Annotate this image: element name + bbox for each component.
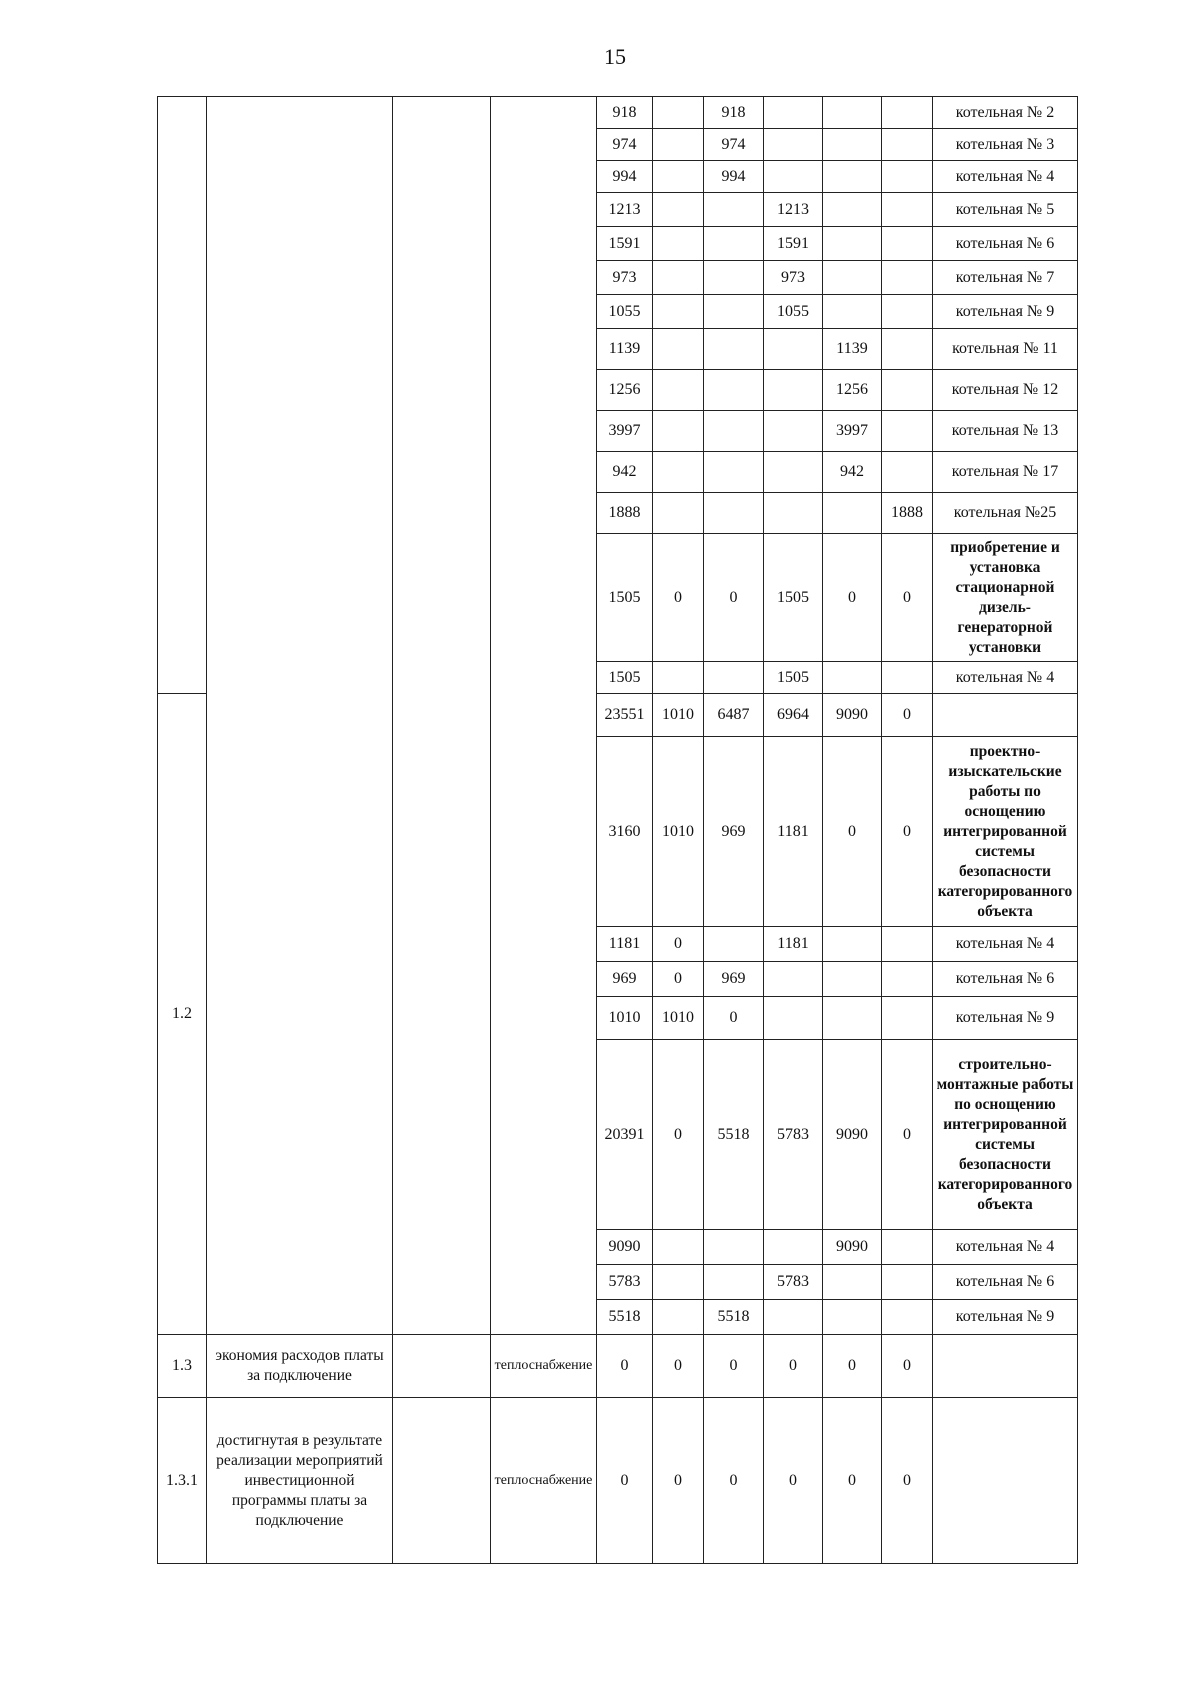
- value-cell: 3997: [823, 411, 882, 452]
- value-cell: [882, 329, 933, 370]
- value-cell: 994: [597, 161, 653, 193]
- value-cell: [653, 1230, 704, 1265]
- value-cell: [653, 129, 704, 161]
- object-label: котельная № 2: [933, 97, 1078, 129]
- value-cell: [882, 997, 933, 1040]
- value-cell: 0: [882, 694, 933, 737]
- value-cell: 0: [823, 737, 882, 927]
- object-label: котельная №25: [933, 493, 1078, 534]
- value-cell: [882, 370, 933, 411]
- value-cell: [823, 161, 882, 193]
- value-cell: [704, 227, 764, 261]
- sphere-cell: теплоснабжение: [491, 1398, 597, 1564]
- value-cell: 0: [704, 1335, 764, 1398]
- section-name: экономия расходов платы за подключение: [207, 1335, 393, 1398]
- value-cell: [653, 1265, 704, 1300]
- value-cell: 1505: [597, 534, 653, 662]
- object-label: [933, 1398, 1078, 1564]
- value-cell: 0: [764, 1398, 823, 1564]
- value-cell: [653, 452, 704, 493]
- value-cell: [764, 411, 823, 452]
- object-label: котельная № 6: [933, 962, 1078, 997]
- value-cell: [882, 927, 933, 962]
- value-cell: [704, 411, 764, 452]
- value-cell: [704, 1230, 764, 1265]
- value-cell: 23551: [597, 694, 653, 737]
- object-label: котельная № 6: [933, 227, 1078, 261]
- value-cell: 942: [597, 452, 653, 493]
- section-index: 1.3.1: [158, 1398, 207, 1564]
- value-cell: 0: [882, 1398, 933, 1564]
- value-cell: 1213: [764, 193, 823, 227]
- value-cell: 974: [704, 129, 764, 161]
- value-cell: [764, 329, 823, 370]
- object-label: приобретение и установка стационарной дизель-генераторной установки: [933, 534, 1078, 662]
- value-cell: [882, 1300, 933, 1335]
- value-cell: [882, 295, 933, 329]
- object-label: котельная № 4: [933, 161, 1078, 193]
- value-cell: [653, 161, 704, 193]
- value-cell: [704, 1265, 764, 1300]
- value-cell: [882, 411, 933, 452]
- value-cell: 1591: [764, 227, 823, 261]
- value-cell: 0: [704, 1398, 764, 1564]
- page-number: 15: [604, 44, 626, 69]
- value-cell: 1888: [597, 493, 653, 534]
- object-label: котельная № 3: [933, 129, 1078, 161]
- value-cell: 20391: [597, 1040, 653, 1230]
- value-cell: 0: [882, 1040, 933, 1230]
- value-cell: 0: [704, 534, 764, 662]
- section-index-1-2: 1.2: [158, 694, 207, 1335]
- section-row-1-3-1: [158, 1398, 1078, 1564]
- value-cell: 942: [823, 452, 882, 493]
- value-cell: [882, 662, 933, 694]
- value-cell: 3160: [597, 737, 653, 927]
- value-cell: [764, 962, 823, 997]
- value-cell: [823, 1300, 882, 1335]
- object-label: котельная № 4: [933, 662, 1078, 694]
- object-label: [933, 694, 1078, 737]
- value-cell: [823, 295, 882, 329]
- object-label: котельная № 11: [933, 329, 1078, 370]
- object-label: котельная № 9: [933, 997, 1078, 1040]
- value-cell: [764, 129, 823, 161]
- object-label: котельная № 12: [933, 370, 1078, 411]
- value-cell: 0: [882, 1335, 933, 1398]
- unit-cell: [393, 97, 491, 1335]
- object-label: котельная № 7: [933, 261, 1078, 295]
- value-cell: 1181: [764, 737, 823, 927]
- value-cell: 1010: [653, 737, 704, 927]
- value-cell: 0: [764, 1335, 823, 1398]
- object-label: котельная № 9: [933, 1300, 1078, 1335]
- value-cell: [653, 261, 704, 295]
- value-cell: 5518: [597, 1300, 653, 1335]
- value-cell: [882, 227, 933, 261]
- value-cell: [653, 411, 704, 452]
- value-cell: [704, 329, 764, 370]
- object-label: котельная № 4: [933, 927, 1078, 962]
- object-label: проектно-изыскательские работы по оснощению интегрированной системы безопасности категорированного объекта: [933, 737, 1078, 927]
- sphere-cell: [491, 97, 597, 1335]
- value-cell: 1256: [823, 370, 882, 411]
- unit-cell: [393, 1335, 491, 1398]
- value-cell: 0: [653, 1040, 704, 1230]
- value-cell: 1591: [597, 227, 653, 261]
- section-name-cell: [207, 97, 393, 1335]
- value-cell: 1505: [764, 534, 823, 662]
- value-cell: [653, 662, 704, 694]
- value-cell: [764, 1230, 823, 1265]
- object-label: [933, 1335, 1078, 1398]
- value-cell: [704, 370, 764, 411]
- value-cell: 0: [653, 1335, 704, 1398]
- table-body: [158, 97, 1078, 1564]
- value-cell: 9090: [823, 694, 882, 737]
- value-cell: [653, 370, 704, 411]
- value-cell: 1139: [823, 329, 882, 370]
- unit-cell: [393, 1398, 491, 1564]
- investment-table: [157, 96, 1078, 1564]
- value-cell: 5518: [704, 1040, 764, 1230]
- value-cell: [823, 927, 882, 962]
- value-cell: [704, 662, 764, 694]
- value-cell: [653, 329, 704, 370]
- value-cell: [823, 662, 882, 694]
- value-cell: 1010: [653, 997, 704, 1040]
- value-cell: 1010: [653, 694, 704, 737]
- value-cell: [653, 193, 704, 227]
- value-cell: 0: [882, 737, 933, 927]
- value-cell: 969: [704, 737, 764, 927]
- value-cell: [653, 493, 704, 534]
- value-cell: [764, 997, 823, 1040]
- value-cell: 5783: [597, 1265, 653, 1300]
- value-cell: 973: [597, 261, 653, 295]
- value-cell: 0: [597, 1398, 653, 1564]
- value-cell: [653, 227, 704, 261]
- section-name: достигнутая в результате реализации мероприятий инвестиционной программы платы за подключение: [207, 1398, 393, 1564]
- value-cell: 6487: [704, 694, 764, 737]
- value-cell: 1055: [764, 295, 823, 329]
- value-cell: [764, 452, 823, 493]
- value-cell: 973: [764, 261, 823, 295]
- value-cell: 6964: [764, 694, 823, 737]
- value-cell: [823, 261, 882, 295]
- value-cell: 969: [597, 962, 653, 997]
- value-cell: [764, 1300, 823, 1335]
- value-cell: 1256: [597, 370, 653, 411]
- value-cell: 1505: [764, 662, 823, 694]
- value-cell: [653, 295, 704, 329]
- value-cell: 1139: [597, 329, 653, 370]
- value-cell: [882, 1265, 933, 1300]
- value-cell: [823, 962, 882, 997]
- value-cell: [882, 452, 933, 493]
- value-cell: [704, 261, 764, 295]
- table-row: [158, 97, 1078, 129]
- value-cell: 9090: [597, 1230, 653, 1265]
- value-cell: [704, 493, 764, 534]
- object-label: котельная № 6: [933, 1265, 1078, 1300]
- section-index: 1.3: [158, 1335, 207, 1398]
- value-cell: [882, 161, 933, 193]
- value-cell: 0: [823, 534, 882, 662]
- value-cell: [823, 129, 882, 161]
- value-cell: 0: [823, 1335, 882, 1398]
- value-cell: [764, 161, 823, 193]
- value-cell: [764, 370, 823, 411]
- value-cell: 9090: [823, 1230, 882, 1265]
- value-cell: [704, 452, 764, 493]
- value-cell: [823, 493, 882, 534]
- value-cell: [764, 493, 823, 534]
- value-cell: [882, 97, 933, 129]
- value-cell: [882, 962, 933, 997]
- value-cell: [823, 193, 882, 227]
- value-cell: 9090: [823, 1040, 882, 1230]
- value-cell: 1505: [597, 662, 653, 694]
- object-label: строительно-монтажные работы по оснощению интегрированной системы безопасности категорированного объекта: [933, 1040, 1078, 1230]
- value-cell: [823, 997, 882, 1040]
- value-cell: 974: [597, 129, 653, 161]
- value-cell: [882, 193, 933, 227]
- value-cell: 918: [704, 97, 764, 129]
- section-index-cell: [158, 97, 207, 694]
- object-label: котельная № 5: [933, 193, 1078, 227]
- value-cell: 3997: [597, 411, 653, 452]
- value-cell: 918: [597, 97, 653, 129]
- value-cell: 969: [704, 962, 764, 997]
- object-label: котельная № 4: [933, 1230, 1078, 1265]
- value-cell: 1010: [597, 997, 653, 1040]
- value-cell: 0: [597, 1335, 653, 1398]
- value-cell: [823, 97, 882, 129]
- value-cell: [653, 97, 704, 129]
- value-cell: [704, 927, 764, 962]
- value-cell: [882, 129, 933, 161]
- value-cell: 0: [823, 1398, 882, 1564]
- value-cell: 5783: [764, 1265, 823, 1300]
- value-cell: 1181: [597, 927, 653, 962]
- value-cell: 0: [653, 1398, 704, 1564]
- value-cell: 0: [653, 962, 704, 997]
- value-cell: 1055: [597, 295, 653, 329]
- sphere-cell: теплоснабжение: [491, 1335, 597, 1398]
- value-cell: [823, 1265, 882, 1300]
- value-cell: [653, 1300, 704, 1335]
- object-label: котельная № 13: [933, 411, 1078, 452]
- object-label: котельная № 17: [933, 452, 1078, 493]
- section-row-1-3: [158, 1335, 1078, 1398]
- value-cell: 0: [653, 534, 704, 662]
- value-cell: [882, 1230, 933, 1265]
- value-cell: 0: [882, 534, 933, 662]
- value-cell: 0: [653, 927, 704, 962]
- value-cell: [764, 97, 823, 129]
- value-cell: [704, 193, 764, 227]
- value-cell: 1181: [764, 927, 823, 962]
- value-cell: 5783: [764, 1040, 823, 1230]
- value-cell: [882, 261, 933, 295]
- object-label: котельная № 9: [933, 295, 1078, 329]
- value-cell: 994: [704, 161, 764, 193]
- value-cell: 0: [704, 997, 764, 1040]
- value-cell: 1888: [882, 493, 933, 534]
- value-cell: [704, 295, 764, 329]
- value-cell: [823, 227, 882, 261]
- value-cell: 5518: [704, 1300, 764, 1335]
- value-cell: 1213: [597, 193, 653, 227]
